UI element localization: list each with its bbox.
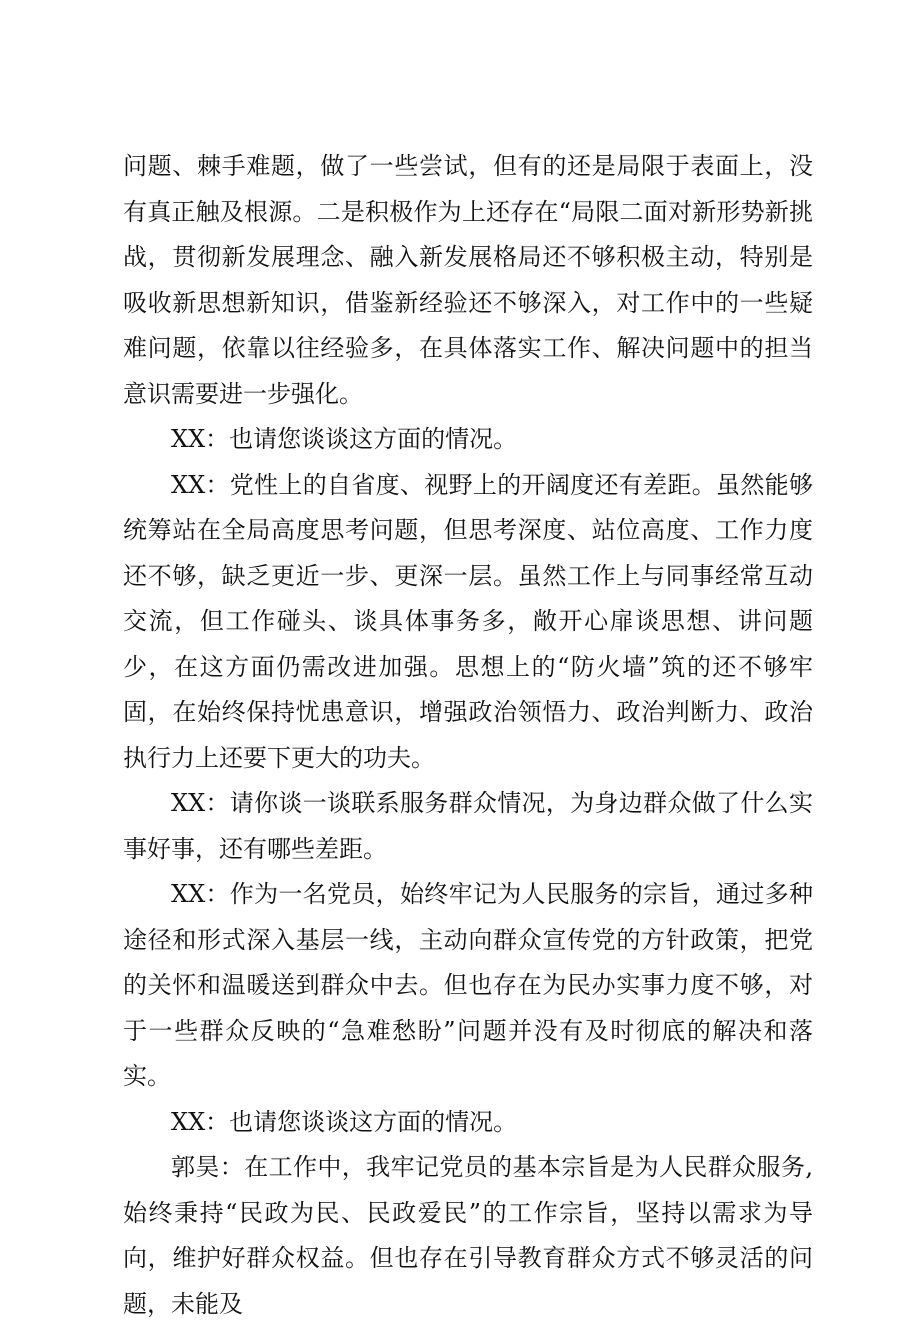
paragraph-question: XX：也请您谈谈这方面的情况。 xyxy=(171,1107,518,1136)
paragraph-answer: XX：作为一名党员，始终牢记为人民服务的宗旨，通过多种途径和形式深入基层一线，主动向群众宣传党的方针政策，把党的关怀和温暖送到群众中去。但也存在为民办实事力度不够，对于一些群众反映的“急难愁盼”问题并没有及时彻底的解决和落实。 xyxy=(123,880,813,1090)
paragraph-continuation: 问题、棘手难题，做了一些尝试，但有的还是局限于表面上，没有真正触及根源。二是积极作为上还存在“局限二面对新形势新挑战，贯彻新发展理念、融入新发展格局还不够积极主动，特别是吸收新思想新知识，借鉴新经验还不够深入，对工作中的一些疑难问题，依靠以往经验多，在具体落实工作、解决问题中的担当意识需要进一步强化。 xyxy=(123,152,813,408)
paragraph-answer: XX：党性上的自省度、视野上的开阔度还有差距。虽然能够统筹站在全局高度思考问题，但思考深度、站位高度、工作力度还不够，缺乏更近一步、更深一层。虽然工作上与同事经常互动交流，但工作碰头、谈具体事务多，敞开心扉谈思想、讲问题少，在这方面仍需改进加强。思想上的“防火墙”筑的还不够牢固，在始终保持忧患意识，增强政治领悟力、政治判断力、政治执行力上还要下更大的功夫。 xyxy=(123,470,813,772)
paragraph-question: XX：请你谈一谈联系服务群众情况，为身边群众做了什么实事好事，还有哪些差距。 xyxy=(123,789,813,863)
document-body xyxy=(123,144,813,1327)
paragraph-answer: 郭昊：在工作中，我牢记党员的基本宗旨是为人民群众服务,始终秉持“民政为民、民政爱民”的工作宗旨，坚持以需求为导向，维护好群众权益。但也存在引导教育群众方式不够灵活的问题，未能及 xyxy=(123,1153,813,1318)
paragraph-question: XX：也请您谈谈这方面的情况。 xyxy=(171,425,518,453)
